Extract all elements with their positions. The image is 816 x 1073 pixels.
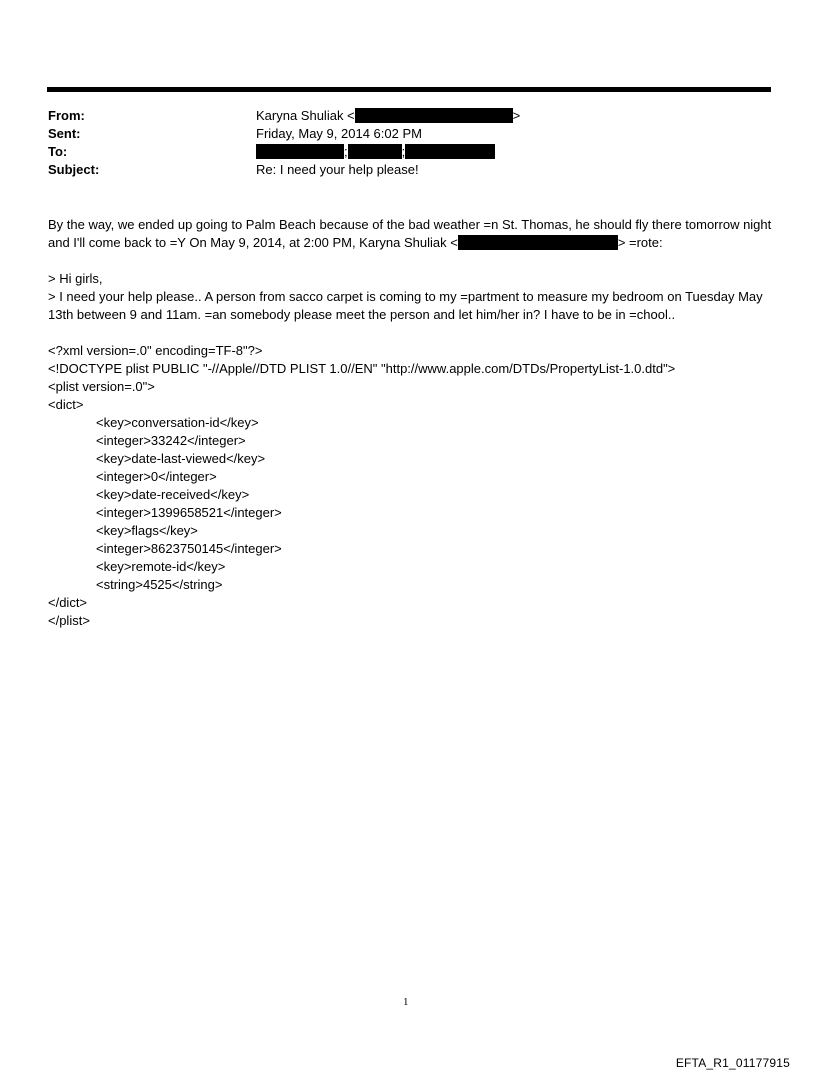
from-value <box>256 107 520 125</box>
plist-line: </dict> <box>48 595 88 610</box>
plist-line: <!DOCTYPE plist PUBLIC "-//Apple//DTD PLIST 1.0//EN" "http://www.apple.com/DTDs/PropertyList-1.0.dtd"> <box>48 361 676 376</box>
header-rule <box>47 87 771 92</box>
plist-line: <string>4525</string> <box>96 577 223 592</box>
redacted-recipient <box>405 144 495 159</box>
plist-line: <integer>33242</integer> <box>96 433 246 448</box>
subject-value: Re: I need your help please! <box>256 162 419 177</box>
plist-line: <plist version=.0"> <box>48 379 155 394</box>
plist-line: <integer>1399658521</integer> <box>96 505 282 520</box>
redacted-recipient <box>256 144 344 159</box>
from-label: From: <box>48 108 85 123</box>
sent-value: Friday, May 9, 2014 6:02 PM <box>256 126 422 141</box>
plist-line: <key>conversation-id</key> <box>96 415 259 430</box>
from-close: > <box>512 108 521 123</box>
reply-text-end: > =rote: <box>617 235 663 250</box>
plist-line: <key>flags</key> <box>96 523 198 538</box>
redacted-email <box>355 108 513 123</box>
to-label: To: <box>48 144 68 159</box>
redacted-recipient <box>348 144 402 159</box>
plist-line: <integer>0</integer> <box>96 469 217 484</box>
plist-line: <?xml version=.0" encoding=TF-8"?> <box>48 343 263 358</box>
to-value <box>256 143 495 161</box>
document-id: EFTA_R1_01177915 <box>675 1056 790 1070</box>
from-name: Karyna Shuliak < <box>256 108 355 123</box>
plist-line: <key>date-received</key> <box>96 487 250 502</box>
quoted-message: > I need your help please.. A person from sacco carpet is coming to my =partment to measure my bedroom on Tuesday May 13th between 9 and 11am. =an somebody please meet the person and let him/her in? I have to be in =chool.. <box>48 289 763 322</box>
paragraph-reply <box>48 216 772 252</box>
subject-label: Subject: <box>48 162 100 177</box>
plist-line: </plist> <box>48 613 90 628</box>
sent-label: Sent: <box>48 126 81 141</box>
plist-line: <key>remote-id</key> <box>96 559 226 574</box>
reply-text: By the way, we ended up going to Palm Beach because of the bad weather =n St. Thomas, he should fly there tomorrow night and I'll come back to =Y On May 9, 2014, at 2:00 PM, Karyna Shuliak < <box>48 217 772 250</box>
plist-line: <dict> <box>48 397 84 412</box>
message-body <box>48 216 772 630</box>
redacted-email <box>458 235 618 250</box>
plist-line: <integer>8623750145</integer> <box>96 541 282 556</box>
plist-line: <key>date-last-viewed</key> <box>96 451 266 466</box>
quoted-greeting: > Hi girls, <box>48 271 103 286</box>
to-separator: ; <box>401 144 406 159</box>
page-number: 1 <box>403 996 409 1008</box>
plist-block <box>48 342 772 630</box>
to-separator: ; <box>344 144 348 159</box>
